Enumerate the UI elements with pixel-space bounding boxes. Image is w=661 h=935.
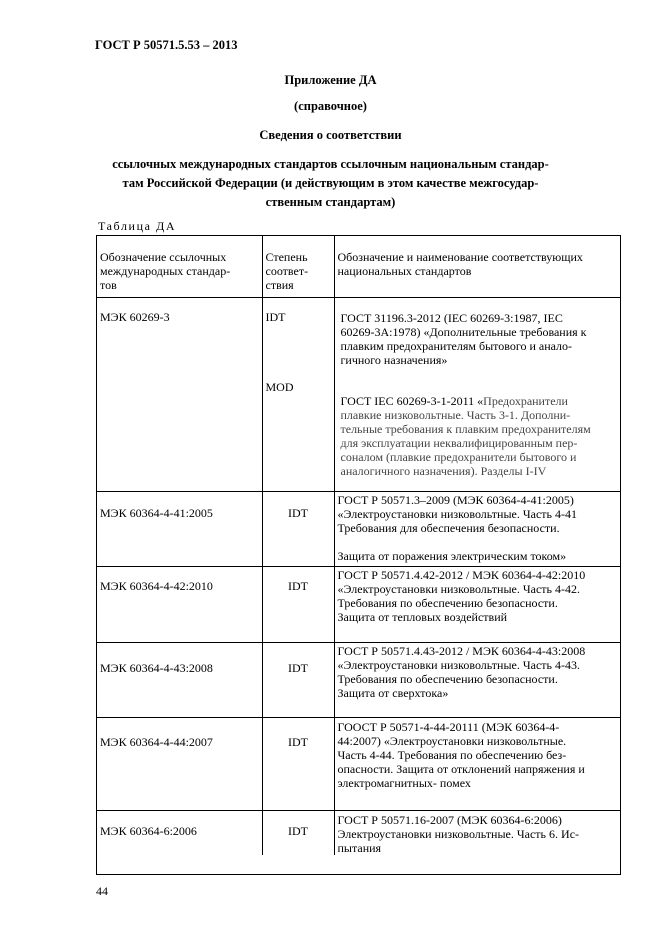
- header-text: национальных стандартов: [337, 264, 472, 278]
- header-text: международных стандар-: [100, 264, 231, 278]
- reference-standard: МЭК 60364-6:2006: [100, 823, 197, 838]
- annex-type: (справочное): [294, 99, 367, 113]
- annex-subtitle: Сведения о соответствии: [259, 128, 402, 142]
- degree-value: IDT: [265, 309, 286, 324]
- national-text: тельные требования к плавким предохранителям: [340, 421, 591, 436]
- degree-value: IDT: [288, 823, 308, 838]
- reference-standard: МЭК 60364-4-44:2007: [100, 734, 213, 749]
- national-text: ГООСТ Р 50571-4-44-20111 (МЭК 60364-4-: [337, 719, 560, 734]
- reference-cell: [97, 810, 262, 855]
- header-text: тов: [100, 278, 117, 292]
- national-text: 60269-3A:1978) «Дополнительные требования к: [340, 324, 587, 339]
- national-text: Предохранители: [483, 393, 568, 408]
- header-text: ствия: [265, 278, 294, 292]
- national-cell: [334, 566, 620, 642]
- table-row: [97, 491, 620, 566]
- national-cell: [334, 810, 620, 855]
- national-text: Защита от сверхтока»: [337, 685, 449, 700]
- page-number: 44: [96, 884, 108, 898]
- correspondence-table: [96, 235, 621, 875]
- table-row: [97, 810, 620, 855]
- description-line: там Российской Федерации (и действующим в этом качестве межгосудар-: [122, 176, 539, 190]
- degree-value: IDT: [288, 734, 308, 749]
- reference-cell: [97, 717, 262, 810]
- national-text: электромагнитных- помех: [337, 775, 471, 790]
- national-text: Требования по обеспечению безопасности.: [337, 595, 558, 610]
- degree-cell: [262, 642, 334, 717]
- national-text: ГОСТ Р 50571.4.42-2012 / МЭК 60364-4-42:2010: [337, 567, 586, 582]
- degree-cell: [262, 717, 334, 810]
- national-cell: [334, 642, 620, 717]
- national-text: Требования по обеспечению безопасности.: [337, 671, 558, 686]
- national-text: Требования для обеспечения безопасности.: [337, 520, 560, 535]
- reference-standard: МЭК 60364-4-41:2005: [100, 505, 213, 520]
- reference-standard: МЭК 60364-4-42:2010: [100, 578, 213, 593]
- national-text: «Электроустановки низковольтные. Часть 4-42.: [337, 581, 581, 596]
- degree-cell: [262, 297, 334, 491]
- national-text: аналогичного назначения). Разделы I-IV: [340, 463, 547, 478]
- degree-cell: [262, 810, 334, 855]
- national-text: Часть 4-44. Требования по обеспечению без-: [337, 747, 567, 762]
- national-text: ГОСТ Р 50571.16-2007 (МЭК 60364-6:2006): [337, 812, 562, 827]
- degree-cell: [262, 566, 334, 642]
- annex-description: [0, 155, 661, 212]
- national-text: для эксплуатации неквалифицированным пер-: [340, 435, 578, 450]
- reference-cell: [97, 566, 262, 642]
- national-text: опасности. Защита от отклонений напряжения и: [337, 761, 585, 776]
- table-row: [97, 717, 620, 810]
- degree-value: IDT: [288, 505, 308, 520]
- national-text: «Электроустановки низковольтные. Часть 4-43.: [337, 657, 581, 672]
- document-code: ГОСТ Р 50571.5.53 – 2013: [95, 38, 238, 52]
- national-text: ГОСТ 31196.3-2012 (IEC 60269-3:1987, IEC: [340, 310, 563, 325]
- degree-value: IDT: [288, 660, 308, 675]
- header-cell-national: [334, 236, 620, 297]
- national-text: плавким предохранителям бытового и анало-: [340, 338, 573, 353]
- national-text: «Электроустановки низковольтные. Часть 4-41: [337, 506, 578, 521]
- header-text: соответ-: [265, 264, 309, 278]
- description-line: ссылочных международных стандартов ссылочным национальным стандар-: [112, 157, 549, 171]
- national-text: Защита от тепловых воздействий: [337, 609, 508, 624]
- header-text: Степень: [265, 250, 308, 264]
- reference-cell: [97, 297, 262, 491]
- national-cell: [334, 297, 620, 491]
- national-cell: [334, 717, 620, 810]
- description-line: ственным стандартам): [265, 195, 396, 209]
- table-caption: Таблица ДА: [98, 219, 177, 233]
- reference-standard: МЭК 60364-4-43:2008: [100, 660, 213, 675]
- national-text: Электроустановки низковольтные. Часть 6. Ис-: [337, 826, 580, 841]
- reference-cell: [97, 642, 262, 717]
- table-row: [97, 642, 620, 717]
- national-text: плавкие низковольтные. Часть 3-1. Дополни-: [340, 407, 571, 422]
- national-text: соналом (плавкие предохранители бытового и: [340, 449, 577, 464]
- header-cell-reference: [97, 236, 262, 297]
- header-text: Обозначение и наименование соответствующих: [337, 250, 583, 264]
- table-row: [97, 297, 620, 491]
- degree-value: MOD: [265, 379, 294, 394]
- table-header-row: [97, 236, 620, 297]
- annex-title: Приложение ДА: [284, 73, 377, 87]
- national-text: ГОСТ IEC 60269-3-1-2011 «: [340, 393, 484, 408]
- degree-cell: [262, 491, 334, 566]
- national-text: гичного назначения»: [340, 352, 448, 367]
- reference-standard: МЭК 60269-3: [100, 309, 170, 324]
- national-cell: [334, 491, 620, 566]
- header-cell-degree: [262, 236, 334, 297]
- table-row: [97, 566, 620, 642]
- national-text: Защита от поражения электрическим током»: [337, 548, 567, 563]
- header-text: Обозначение ссылочных: [100, 250, 227, 264]
- national-text: ГОСТ Р 50571.4.43-2012 / МЭК 60364-4-43:2008: [337, 643, 586, 658]
- degree-value: IDT: [288, 578, 308, 593]
- national-text: 44:2007) «Электроустановки низковольтные.: [337, 733, 567, 748]
- national-text: пытания: [337, 840, 382, 855]
- national-text: ГОСТ Р 50571.3–2009 (МЭК 60364-4-41:2005): [337, 492, 574, 507]
- reference-cell: [97, 491, 262, 566]
